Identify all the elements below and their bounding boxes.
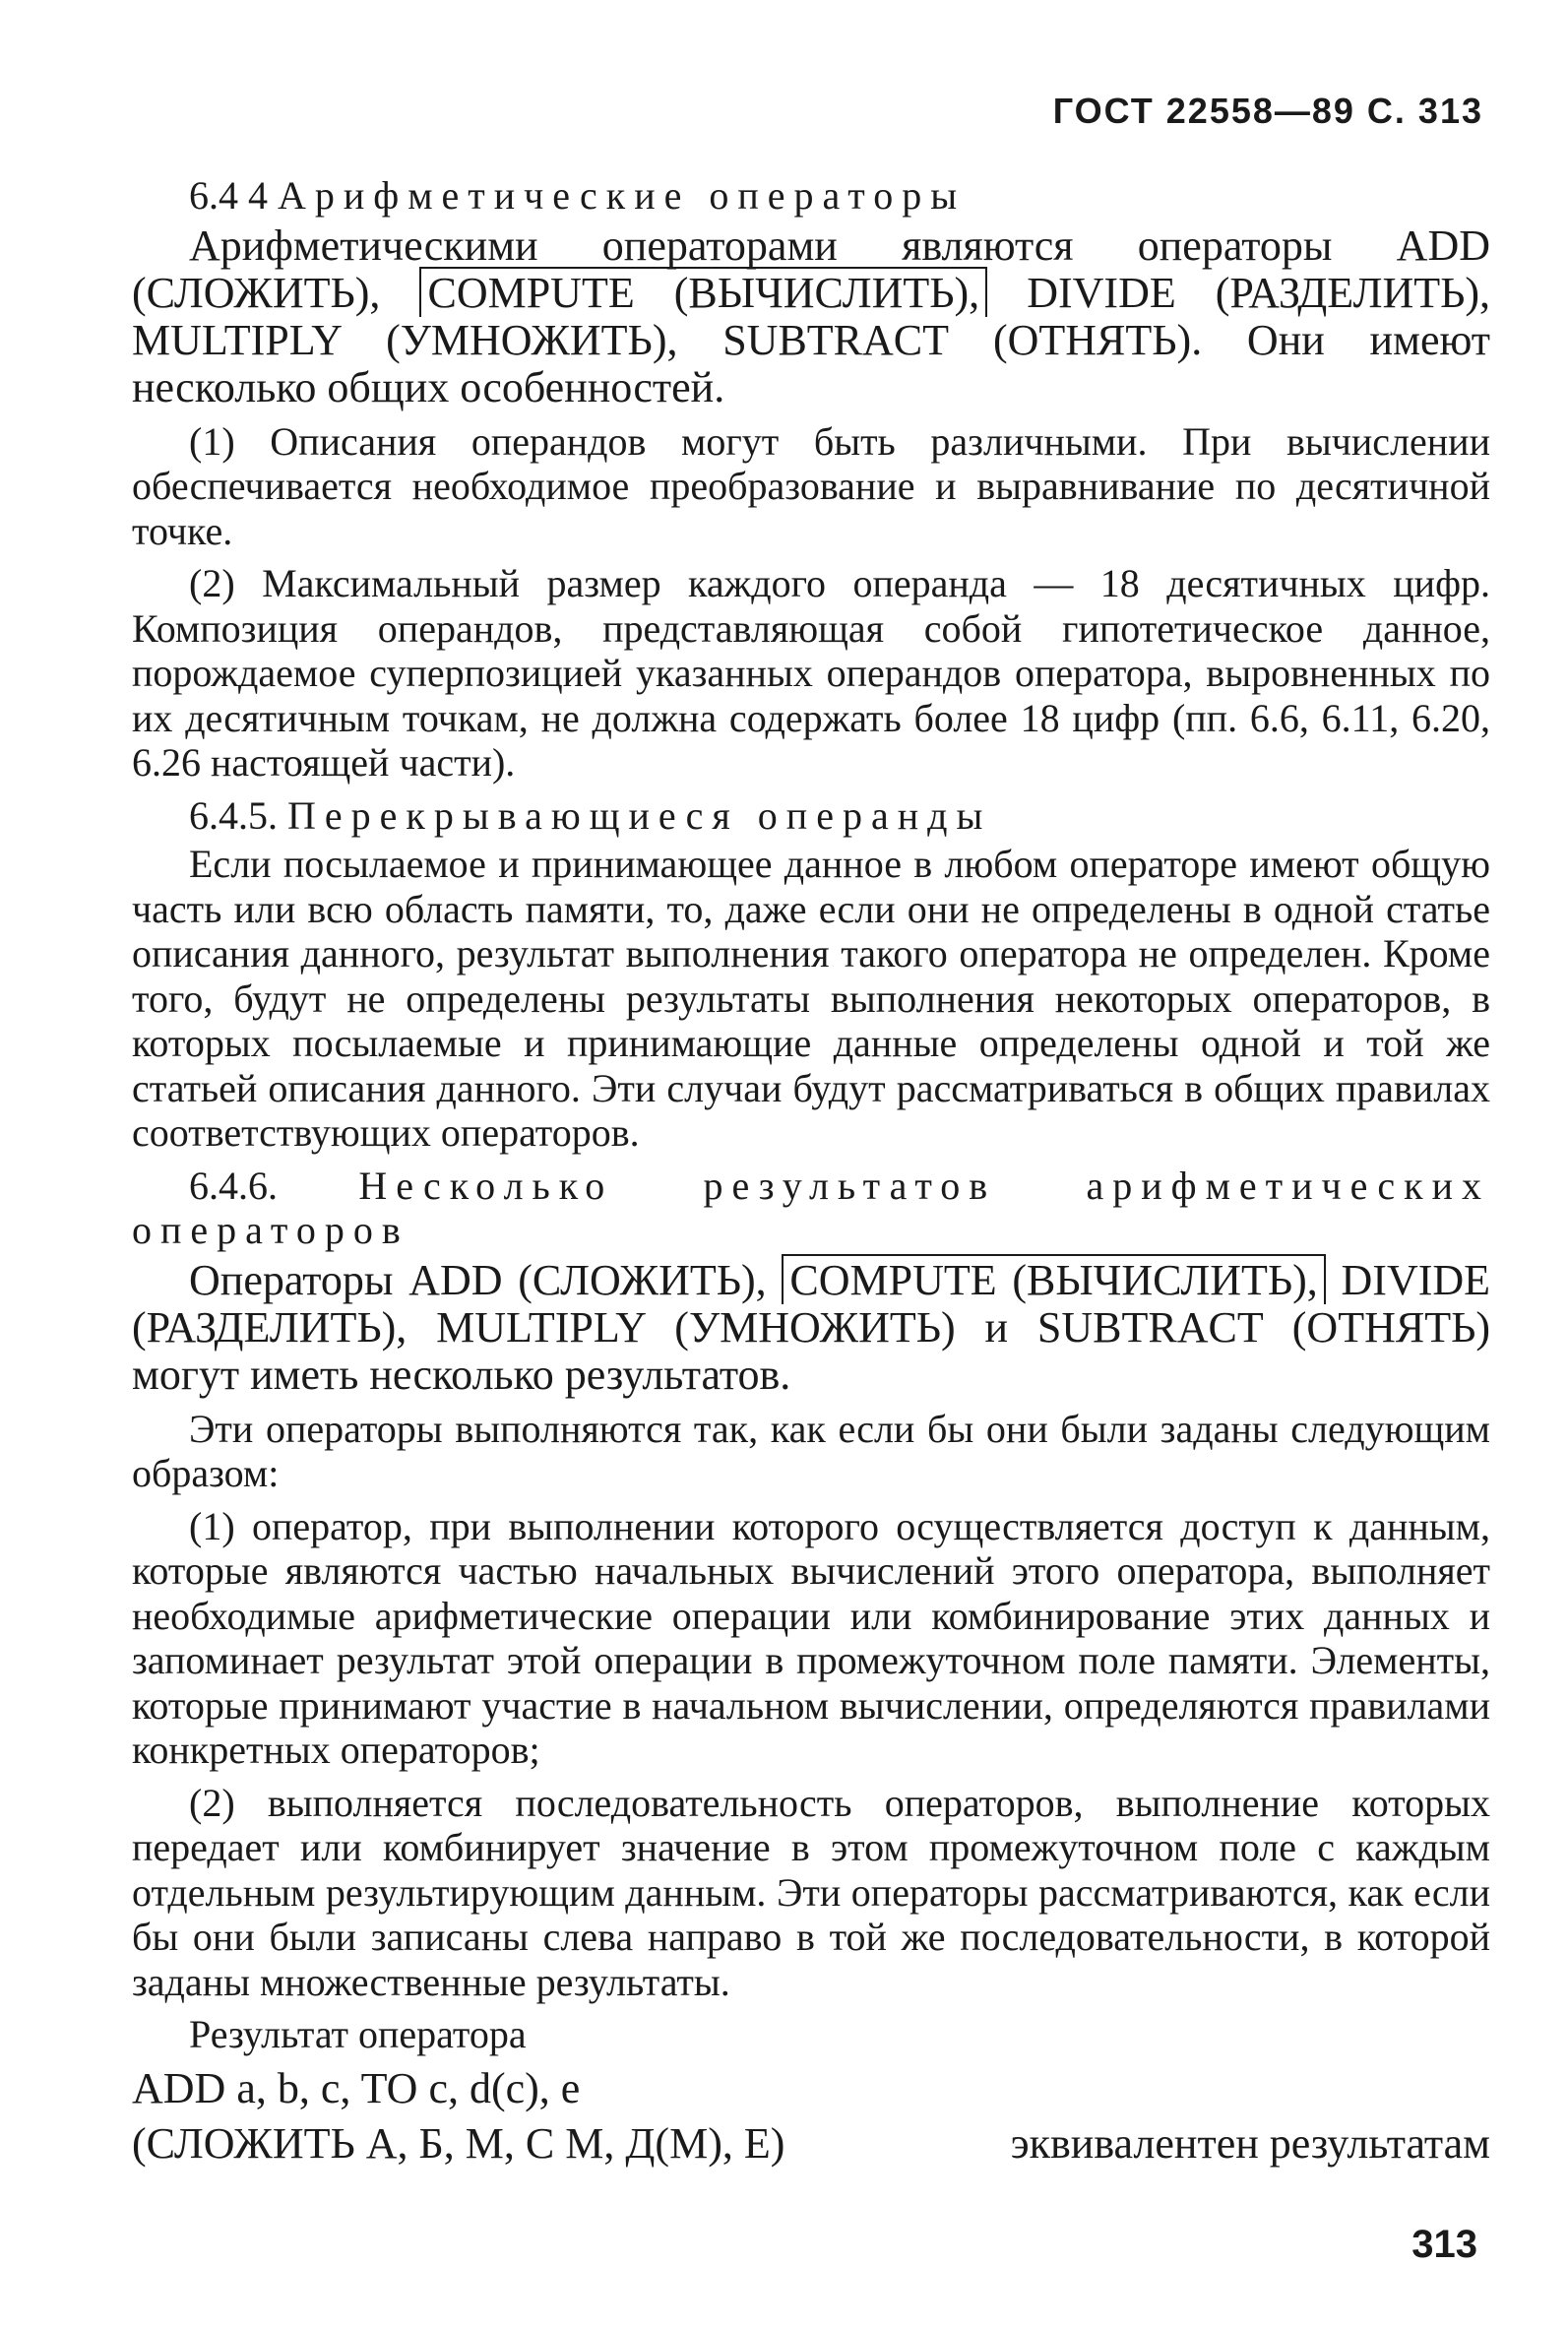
paragraph-arithmetic-operators [132, 222, 1490, 411]
paragraph-overlapping-operands: Если посылаемое и принимающее данное в любом операторе имеют общую часть или всю область памяти, то, даже если они не определены в одной статье описания данного, результат выполнения такого оператора не определен. Кроме того, будут не определены результаты выполнения некоторых операторов, в которых посылаемые и принимающие данные определены одной и той же статьей описания данного. Эти случаи будут рассматриваться в общих правилах соответствующих операторов. [132, 842, 1490, 1155]
section-title: Арифметические операторы [278, 173, 967, 218]
code-example-add: ADD a, b, c, TO c, d(c), e [132, 2063, 581, 2112]
boxed-term: COMPUTE (ВЫЧИСЛИТЬ), [782, 1254, 1325, 1304]
paragraph-step-1: (1) оператор, при выполнении которого осуществляется доступ к данным, которые являются частью начальных вычислений этого оператора, выполняет необходимые арифметические операции или комбинирование этих данных и запоминает результат этой операции в промежуточном поле памяти. Элементы, которые принимают участие в начальном вычислении, определяются правилами конкретных операторов; [132, 1503, 1490, 1772]
page-header: ГОСТ 22558—89 С. 313 [1052, 91, 1483, 131]
section-heading-6-4-5 [132, 793, 1490, 839]
section-heading-6-4-4 [132, 173, 1490, 219]
document-body [132, 173, 1490, 2175]
page-number: 313 [1411, 2223, 1477, 2266]
code-example-add-russian [132, 2120, 1490, 2168]
paragraph-item-2: (2) Максимальный размер каждого операнда — 18 десятичных цифр. Композиция операндов, представляющая собой гипотетическое данное, порождаемое суперпозицией указанных операндов оператора, выровненных по их десятичным точкам, не должна содержать более 18 цифр (пп. 6.6, 6.11, 6.20, 6.26 настоящей части). [132, 561, 1490, 785]
paragraph-execution-order: Эти операторы выполняются так, как если бы они были заданы следующим образом: [132, 1406, 1490, 1495]
section-title: Перекрывающиеся операнды [287, 792, 992, 838]
paragraph-text: эквивалентен результатам [1010, 2118, 1490, 2168]
code-text: (СЛОЖИТЬ А, Б, М, С М, Д(М), Е) [132, 2118, 785, 2168]
section-number: 6.4.5. [189, 792, 278, 838]
paragraph-item-1: (1) Описания операндов могут быть различными. При вычислении обеспечивается необходимое преобразование и выравнивание по десятичной точке. [132, 418, 1490, 553]
paragraph-text: DIVIDE (РАЗДЕЛИТЬ), MULTIPLY (УМНОЖИТЬ) и SUBTRACT (ОТНЯТЬ) могут иметь несколько результатов. [132, 1255, 1491, 1399]
section-title: Несколько результатов арифметических операторов [132, 1163, 1490, 1252]
boxed-term: COMPUTE (ВЫЧИСЛИТЬ), [419, 267, 987, 317]
paragraph-text: Операторы ADD (СЛОЖИТЬ), [189, 1255, 767, 1304]
paragraph-multiple-results [132, 1257, 1490, 1399]
section-number: 6.4.6. [189, 1163, 278, 1208]
section-number: 6.4 4 [189, 173, 268, 218]
paragraph-step-2: (2) выполняется последовательность операторов, выполнение которых передает или комбинирует значение в этом промежуточном поле с каждым отдельным результирующим данным. Эти операторы рассматриваются, как если бы они были записаны слева направо в той же последовательности, в которой заданы множественные результаты. [132, 1780, 1490, 2004]
paragraph-text: DIVIDE (РАЗДЕЛИТЬ), MULTIPLY (УМНОЖИТЬ), SUBTRACT (ОТНЯТЬ). Они имеют несколько общих особенностей. [132, 268, 1491, 411]
paragraph-result-intro: Результат оператора [189, 2012, 527, 2056]
paragraph-text: Арифметическими операторами являются операторы ADD (СЛОЖИТЬ), [132, 220, 1490, 317]
section-heading-6-4-6 [132, 1164, 1490, 1253]
